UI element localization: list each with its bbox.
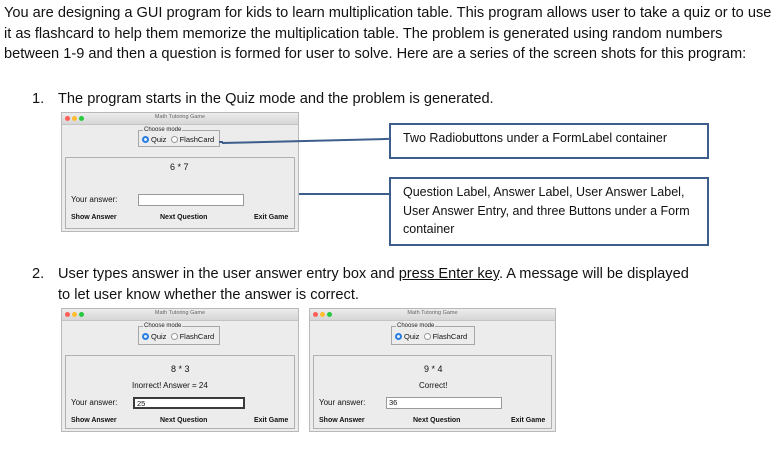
step-1-number: 1.	[32, 91, 45, 107]
form-callout: Question Label, Answer Label, User Answer Label, User Answer Entry, and three Buttons under a Form container	[389, 177, 709, 246]
mode-formlabel	[391, 323, 475, 345]
radio-callout: Two Radiobuttons under a FormLabel container	[389, 123, 709, 159]
exit-game-button[interactable]: Exit Game	[511, 417, 546, 424]
form-callout-arrow	[299, 193, 389, 195]
flashcard-radio-icon[interactable]	[171, 136, 178, 143]
show-answer-button[interactable]: Show Answer	[71, 417, 117, 424]
window-title: Math Tutoring Game	[154, 114, 206, 120]
main-form	[65, 157, 295, 229]
result-message: Correct!	[419, 381, 448, 390]
mode-legend: Choose mode	[144, 323, 182, 329]
next-question-button[interactable]: Next Question	[160, 214, 208, 221]
step-2-text-a: User types answer in the user answer entry box and	[58, 266, 399, 282]
exit-game-button[interactable]: Exit Game	[254, 214, 289, 221]
step-2-enter-key: press Enter key	[398, 266, 499, 282]
mode-legend: Choose mode	[144, 127, 182, 133]
window-title: Math Tutoring Game	[407, 310, 458, 316]
main-form	[65, 355, 295, 429]
mode-formlabel	[138, 127, 220, 147]
quiz-radio-label[interactable]: Quiz	[151, 332, 167, 341]
flashcard-radio-icon[interactable]	[424, 333, 431, 340]
result-message: Inorrect! Answer = 24	[132, 381, 208, 390]
title-bar	[62, 113, 298, 125]
window-title: Math Tutoring Game	[154, 310, 206, 316]
mode-radios	[142, 135, 214, 145]
title-bar	[310, 309, 555, 321]
mode-legend: Choose mode	[397, 323, 435, 329]
show-answer-button[interactable]: Show Answer	[71, 214, 117, 221]
quiz-radio-label[interactable]: Quiz	[404, 332, 420, 341]
user-answer-entry[interactable]: 36	[386, 397, 502, 409]
app-window-1	[61, 112, 299, 232]
step-2	[32, 264, 772, 305]
answer-label: Your answer:	[319, 398, 366, 407]
intro-paragraph: You are designing a GUI program for kids to learn multiplication table. This program allows user to take a quiz or to use it as flashcard to help them memorize the multiplication table. The problem is generated using random numbers between 1-9 and then a question is formed for user to solve. Here are a series of the screen shots for this program:	[4, 5, 772, 62]
step-2-line-2: to let user know whether the answer is correct.	[58, 286, 359, 303]
quiz-radio-icon[interactable]	[142, 333, 149, 340]
step-2-text-b: . A message will be displayed	[499, 266, 689, 282]
title-bar	[62, 309, 298, 321]
flashcard-radio-label[interactable]: FlashCard	[432, 332, 468, 341]
quiz-radio-icon[interactable]	[142, 136, 149, 143]
app-window-2	[61, 308, 299, 432]
answer-label: Your answer:	[71, 398, 118, 407]
flashcard-radio-label[interactable]: FlashCard	[179, 135, 215, 144]
next-question-button[interactable]: Next Question	[160, 417, 208, 424]
user-answer-entry[interactable]: 25	[133, 397, 245, 409]
exit-game-button[interactable]: Exit Game	[254, 417, 289, 424]
step-1	[32, 89, 494, 110]
question-label: 6 * 7	[170, 162, 189, 172]
next-question-button[interactable]: Next Question	[413, 417, 461, 424]
app-window-3	[309, 308, 556, 432]
question-label: 9 * 4	[424, 364, 443, 374]
flashcard-radio-icon[interactable]	[171, 333, 178, 340]
step-2-number: 2.	[32, 266, 45, 282]
quiz-radio-label[interactable]: Quiz	[151, 135, 167, 144]
main-form	[313, 355, 552, 429]
step-1-text: The program starts in the Quiz mode and the problem is generated.	[58, 91, 494, 107]
mode-radios	[142, 332, 214, 342]
mode-radios	[395, 332, 467, 342]
mode-formlabel	[138, 323, 220, 345]
flashcard-radio-label[interactable]: FlashCard	[179, 332, 215, 341]
user-answer-entry[interactable]	[138, 194, 244, 206]
show-answer-button[interactable]: Show Answer	[319, 417, 365, 424]
answer-label: Your answer:	[71, 195, 118, 204]
question-label: 8 * 3	[171, 364, 190, 374]
quiz-radio-icon[interactable]	[395, 333, 402, 340]
